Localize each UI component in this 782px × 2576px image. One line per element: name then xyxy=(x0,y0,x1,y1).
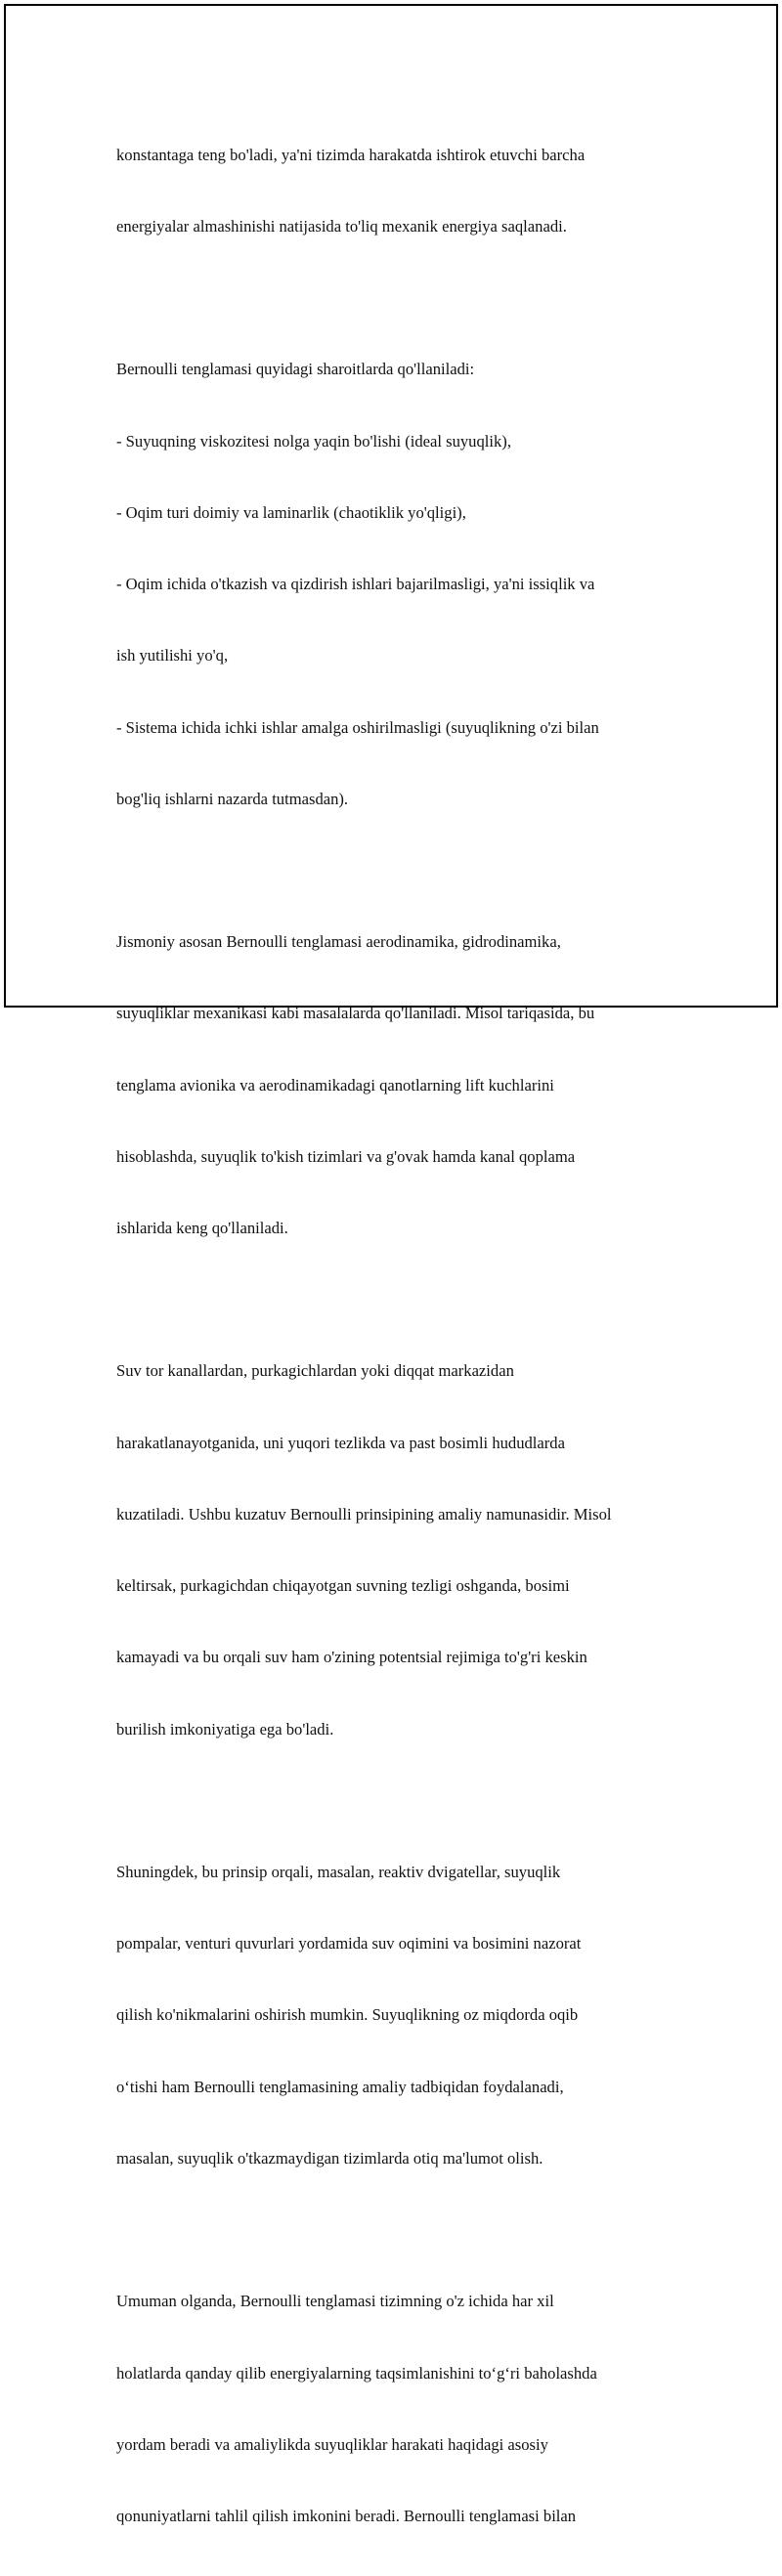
text-line: Jismoniy asosan Bernoulli tenglamasi aerodinamika, gidrodinamika, xyxy=(116,932,561,952)
text-line: konstantaga teng bo'ladi, ya'ni tizimda harakatda ishtirok etuvchi barcha xyxy=(116,145,586,164)
text-line: Umuman olganda, Bernoulli tenglamasi tizimning o'z ichida har xil xyxy=(116,2292,554,2311)
text-line: - Suyuqning viskozitesi nolga yaqin bo'lishi (ideal suyuqlik), xyxy=(116,431,511,451)
text-line: ishlarida keng qo'llaniladi. xyxy=(116,1219,288,1238)
text-line: masalan, suyuqlik o'tkazmaydigan tizimlarda otiq ma'lumot olish. xyxy=(116,2148,543,2168)
text-line: tenglama avionika va aerodinamikadagi qanotlarning lift kuchlarini xyxy=(116,1075,554,1095)
text-line: kuzatiladi. Ushbu kuzatuv Bernoulli prinsipining amaliy namunasidir. Misol xyxy=(116,1504,612,1524)
paragraph-6 xyxy=(116,2242,703,2576)
text-line: bog'liq ishlarni nazarda tutmasdan). xyxy=(116,789,349,808)
text-line: holatlarda qanday qilib energiyalarning taqsimlanishini to‘g‘ri baholashda xyxy=(116,2363,597,2383)
paragraph-5 xyxy=(116,1813,703,2218)
text-line: qilish ko'nikmalarini oshirish mumkin. Suyuqlikning oz miqdorda oqib xyxy=(116,2005,579,2025)
text-line: - Oqim ichida o'tkazish va qizdirish ishlari bajarilmasligi, ya'ni issiqlik va xyxy=(116,575,595,594)
text-line: pompalar, venturi quvurlari yordamida suv oqimini va bosimini nazorat xyxy=(116,1934,582,1953)
text-line: o‘tishi ham Bernoulli tenglamasining amaliy tadbiqidan foydalanadi, xyxy=(116,2077,564,2096)
paragraph-1 xyxy=(116,96,703,286)
document-body xyxy=(116,96,703,2576)
text-line: - Oqim turi doimiy va laminarlik (chaotiklik yo'qligi), xyxy=(116,502,466,522)
text-line: keltirsak, purkagichdan chiqayotgan suvning tezligi oshganda, bosimi xyxy=(116,1576,570,1596)
text-line: ish yutilishi yo'q, xyxy=(116,646,229,665)
paragraph-3 xyxy=(116,882,703,1288)
text-line: suyuqliklar mexanikasi kabi masalalarda qo'llaniladi. Misol tariqasida, bu xyxy=(116,1004,595,1023)
text-line: energiyalar almashinishi natijasida to'liq mexanik energiya saqlanadi. xyxy=(116,217,567,236)
text-line: burilish imkoniyatiga ega bo'ladi. xyxy=(116,1719,334,1739)
text-line: - Sistema ichida ichki ishlar amalga oshirilmasligi (suyuqlikning o'zi bilan xyxy=(116,717,599,737)
text-line: hisoblashda, suyuqlik to'kish tizimlari va g'ovak hamda kanal qoplama xyxy=(116,1146,576,1166)
text-line: Bernoulli tenglamasi quyidagi sharoitlarda qo'llaniladi: xyxy=(116,360,475,379)
paragraph-2 xyxy=(116,311,703,859)
text-line: harakatlanayotganida, uni yuqori tezlikda va past bosimli hududlarda xyxy=(116,1433,565,1452)
text-line: Shuningdek, bu prinsip orqali, masalan, reaktiv dvigatellar, suyuqlik xyxy=(116,1863,561,1881)
text-line: Suv tor kanallardan, purkagichlardan yoki diqqat markazidan xyxy=(116,1361,514,1381)
paragraph-4 xyxy=(116,1312,703,1789)
text-line: yordam beradi va amaliylikda suyuqliklar harakati haqidagi asosiy xyxy=(116,2434,548,2454)
text-line: qonuniyatlarni tahlil qilish imkonini beradi. Bernoulli tenglamasi bilan xyxy=(116,2506,577,2525)
page-frame xyxy=(4,4,778,2525)
text-line: kamayadi va bu orqali suv ham o'zining potentsial rejimiga to'g'ri keskin xyxy=(116,1648,587,1667)
